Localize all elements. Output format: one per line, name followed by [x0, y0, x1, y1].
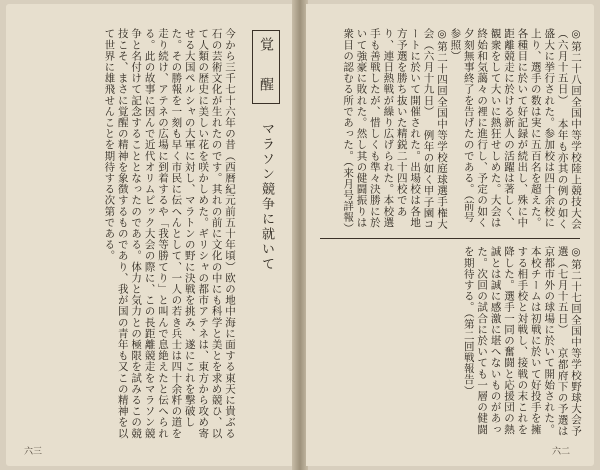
lower-block	[320, 246, 582, 442]
left-page-number: 六三	[24, 447, 43, 457]
entry-3	[461, 246, 582, 442]
entry-3-text: 京都府下の予選は京都市外の球場に於いて開始された。本校チームは初戦に於いて好投手を擁する相手校と対戦し、接戦の末これを降した。選手一同の奮闘と応援団の熱誠とは誠に感激に堪へないものがあった。次回の試合に於いても一層の健闘を期待する。（第二回戦報告）	[462, 246, 569, 437]
entry-1-marker: ◎	[570, 28, 582, 41]
essay-body: 今から三千七十六年の昔（西暦紀元前五十年頃）欧の地中海に面する東天に貴ぶる石の芸術文化が生れたのです。其れの前に文化の中にも科学と美とを求め競ひ、以て人類の歴史に美しい花を咲かしめた。ギリシャの都市アテネは、東方から攻め寄せる大国ペルシャの大軍に対し、マラトンの野に決戦を挑み、遂にこれを撃破した。その勝報を一刻も早く市民に伝へんとして、一人の若き兵士は四十余粁の道を走り続け、アテネの広場に到着するや「我等勝てり」と叫んで息絶えたと伝へられる。此の故事に因んで近代オリムピック大会の際に、この長距離競走をマラソン競争と名付けて記念することとなったのである。体力と気力との極限を試みるこの競技こそ、まさに覚醒の精神を象徴するものであり、我が国の青年も又この精神を以て世界に雄飛せんことを期待する次第である。	[103, 28, 236, 439]
entry-2	[341, 28, 448, 234]
entry-2-text: 例年の如く甲子園コートに於いて開催された。出場校は各地方予選を勝ち抜いた精鋭二十四校であり、連日熱戦が繰り広げられた。本校選手も善戦したが、惜しくも準々決勝に於いて強豪に敗れた。然し其の健闘振りは衆目の認むる所であった。（来月号詳報）	[342, 28, 435, 234]
section-divider	[320, 238, 580, 239]
entry-1-text: 本年も亦其の例の如く盛大に挙行された。参加校は四十余校に上り、選手の数は実に五百名を超えた。各種目に於いて好記録が続出し、殊に中距離競走に於ける新人の活躍は著しく、観衆をして大いに熱狂せしめた。大会は終始和気藹々の裡に進行し、予定の如く夕刻無事終了を告げたのである。（前号参照）	[449, 28, 569, 230]
upper-block	[320, 28, 582, 234]
entry-1-heading: 第二十八回全国中等学校陸上競技大会（六月十五日）	[556, 28, 582, 230]
entry-1	[448, 28, 582, 230]
entry-2-marker: ◎	[435, 28, 448, 41]
essay-subtitle: マラソン競争に就いて	[259, 122, 274, 272]
right-page-number: 六二	[551, 447, 570, 457]
entry-3-marker: ◎	[570, 246, 582, 259]
left-page	[6, 4, 294, 466]
entry-3-heading: 第二十七回全国中等学校野球大会予選（七月十五日）	[556, 246, 582, 437]
essay-title: 覚 醒	[252, 30, 280, 104]
right-page	[306, 4, 594, 466]
entry-2-heading: 第二十四回全国中等学校庭球選手権大会（六月十九日）	[422, 28, 448, 230]
